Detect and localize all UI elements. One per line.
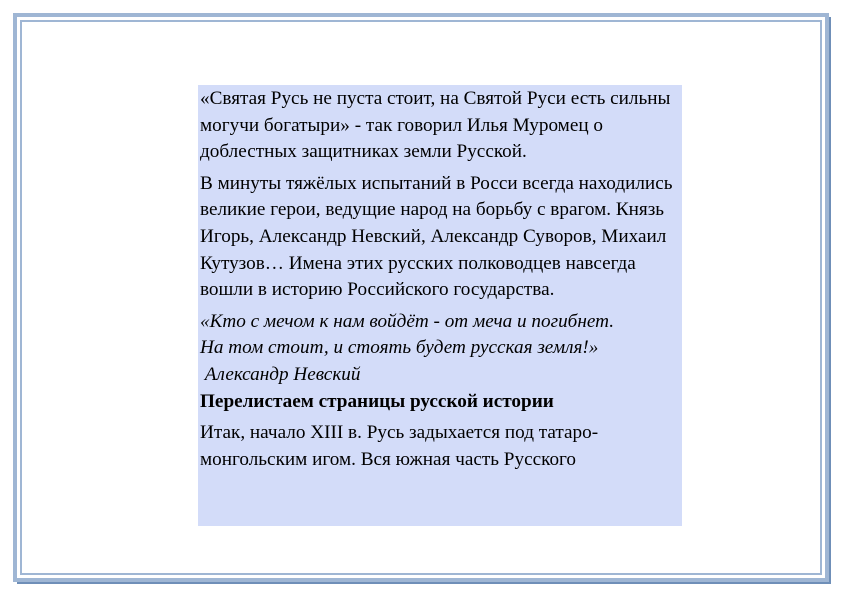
intro-paragraph: «Святая Русь не пуста стоит, на Святой Руси есть сильны могучи богатыри» - так говорил Илья Муромец о доблестных защитниках земли Русской. xyxy=(200,88,671,163)
history-paragraph: Итак, начало XIII в. Русь задыхается под татаро-монгольским игом. Вся южная часть Русского xyxy=(200,422,599,470)
quote-author: Александр Невский xyxy=(200,363,361,385)
quote-line-2: На том стоит, и стоять будет русская земля!» xyxy=(200,337,599,359)
heroes-paragraph: В минуты тяжёлых испытаний в Росси всегда находились великие герои, ведущие народ на борьбу с врагом. Князь Игорь, Александр Невский, Александр Суворов, Михаил Кутузов… Имена этих русских полководцев навсегда вошли в историю Российского государства. xyxy=(200,172,673,301)
document-text-block xyxy=(198,85,682,526)
quote-line-1: «Кто с мечом к нам войдёт - от меча и погибнет. xyxy=(200,310,614,332)
section-heading: Перелистаем страницы русской истории xyxy=(200,390,554,412)
